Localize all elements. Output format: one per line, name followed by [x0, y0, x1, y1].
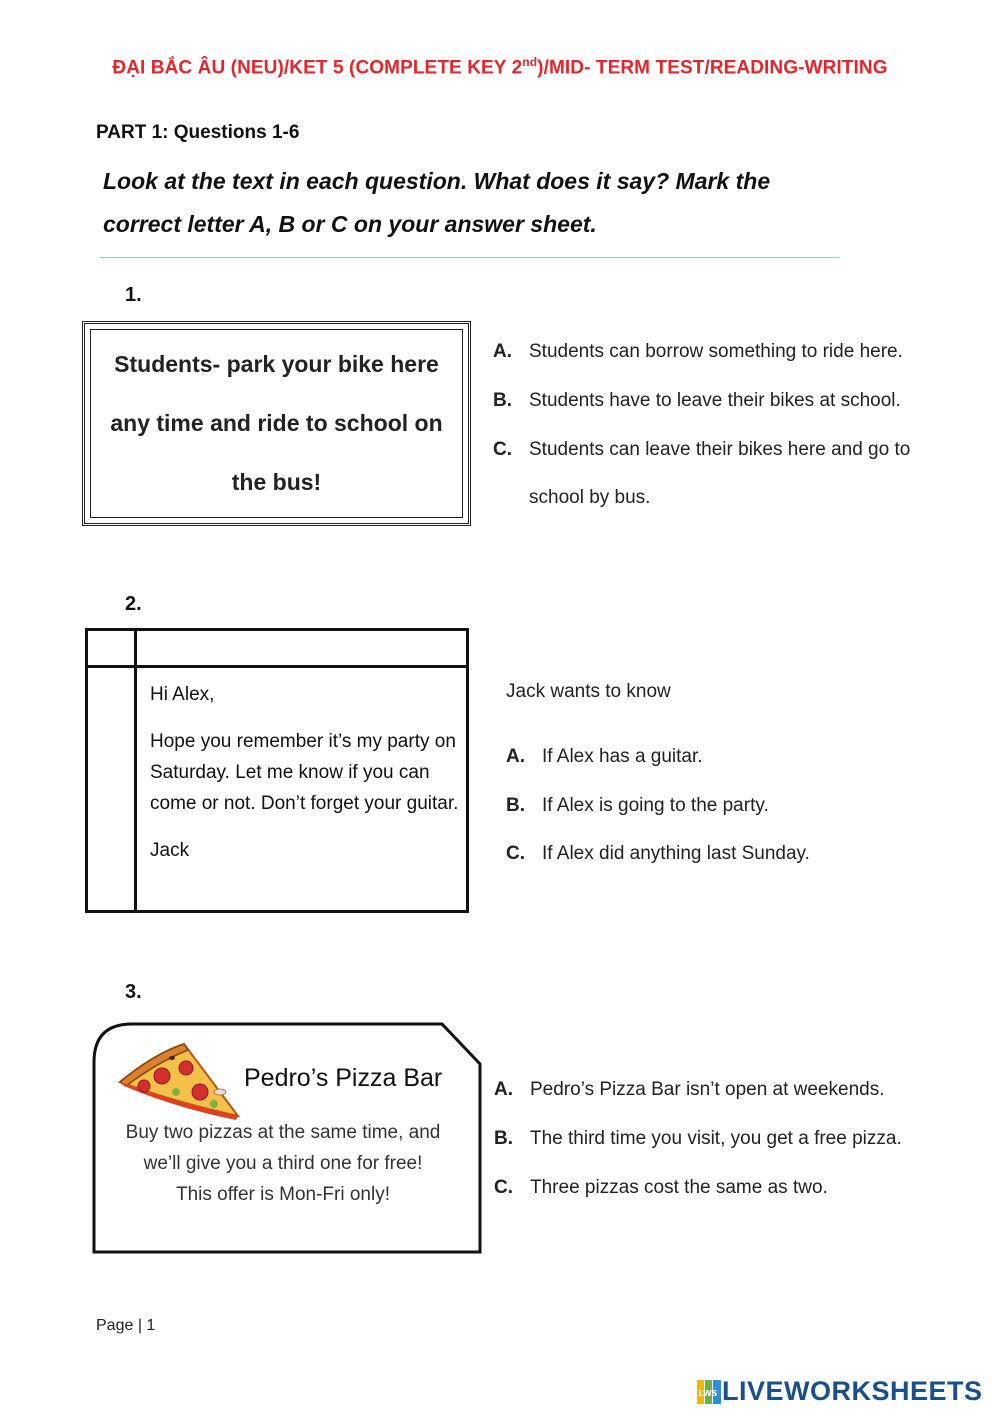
- question-3-advert: [92, 1022, 482, 1254]
- question-2-option-c[interactable]: [506, 843, 810, 865]
- option-text: If Alex is going to the party.: [542, 795, 769, 816]
- logo-letters: LWS: [698, 1388, 718, 1398]
- header-title-main: ĐẠI BẮC ÂU (NEU)/KET 5 (COMPLETE KEY 2: [112, 57, 523, 79]
- question-1-option-c[interactable]: [493, 439, 910, 461]
- question-1-notice: [82, 321, 471, 526]
- option-letter: B.: [494, 1128, 513, 1149]
- document-header: [0, 55, 1000, 79]
- note-margin-line: [134, 631, 137, 910]
- note-signature: Jack: [150, 840, 190, 861]
- question-2-option-b[interactable]: [506, 795, 769, 817]
- question-2-option-a[interactable]: [506, 746, 703, 768]
- option-text: Pedro’s Pizza Bar isn’t open at weekends.: [530, 1079, 885, 1100]
- option-text: Students can borrow something to ride here.: [529, 341, 903, 362]
- option-letter: C.: [493, 439, 512, 460]
- note-header-line: [88, 665, 466, 668]
- question-2-number: 2.: [125, 593, 142, 615]
- instructions: [103, 160, 863, 246]
- option-letter: C.: [494, 1177, 513, 1198]
- advert-line-2: we’ll give you a third one for free!: [143, 1153, 423, 1174]
- option-letter: B.: [506, 795, 525, 816]
- question-3-option-c[interactable]: [494, 1177, 828, 1199]
- option-letter: A.: [506, 746, 525, 767]
- question-2-note: [85, 628, 469, 913]
- question-3-option-b[interactable]: [494, 1128, 902, 1150]
- pizza-slice-icon: [114, 1040, 242, 1120]
- header-title-superscript: nd: [522, 55, 538, 69]
- option-text: Three pizzas cost the same as two.: [530, 1177, 828, 1198]
- instruction-line-2: correct letter A, B or C on your answer sheet.: [103, 211, 597, 237]
- question-1-option-b[interactable]: [493, 390, 901, 412]
- option-letter: A.: [493, 341, 512, 362]
- option-letter: B.: [493, 390, 512, 411]
- option-text: The third time you visit, you get a free pizza.: [530, 1128, 902, 1149]
- advert-line-1: Buy two pizzas at the same time, and: [125, 1122, 441, 1143]
- header-title-tail: )/MID- TERM TEST/READING-WRITING: [537, 57, 888, 79]
- notice-text: Students- park your bike here any time and ride to school on the bus!: [110, 351, 443, 495]
- note-message: Hope you remember it’s my party on Saturday. Let me know if you can come or not. Don’t forget your guitar.: [150, 731, 459, 814]
- option-letter: A.: [494, 1079, 513, 1100]
- advert-body: [102, 1117, 464, 1210]
- option-text: Students have to leave their bikes at school.: [529, 390, 901, 411]
- note-greeting: Hi Alex,: [150, 684, 215, 705]
- page-number: Page | 1: [96, 1317, 156, 1334]
- question-1-option-a[interactable]: [493, 341, 903, 363]
- question-3-number: 3.: [125, 981, 142, 1003]
- option-text: If Alex has a guitar.: [542, 746, 703, 767]
- liveworksheets-brand[interactable]: [696, 1376, 983, 1407]
- question-1-number: 1.: [125, 284, 142, 306]
- option-text: Students can leave their bikes here and go to: [529, 439, 911, 460]
- instruction-line-1: Look at the text in each question. What does it say? Mark the: [103, 168, 771, 194]
- question-1-option-c-continued: school by bus.: [529, 487, 651, 508]
- brand-name: LIVEWORKSHEETS: [722, 1376, 983, 1406]
- option-text: If Alex did anything last Sunday.: [542, 843, 810, 864]
- divider-rule: [100, 257, 840, 258]
- question-3-option-a[interactable]: [494, 1079, 885, 1101]
- option-letter: C.: [506, 843, 525, 864]
- advert-title: Pedro’s Pizza Bar: [244, 1064, 443, 1092]
- question-2-prompt: Jack wants to know: [506, 681, 671, 702]
- advert-line-3: This offer is Mon-Fri only!: [176, 1184, 390, 1205]
- note-body: [150, 679, 465, 882]
- part-title: PART 1: Questions 1-6: [96, 122, 300, 143]
- liveworksheets-logo-icon: [696, 1379, 722, 1405]
